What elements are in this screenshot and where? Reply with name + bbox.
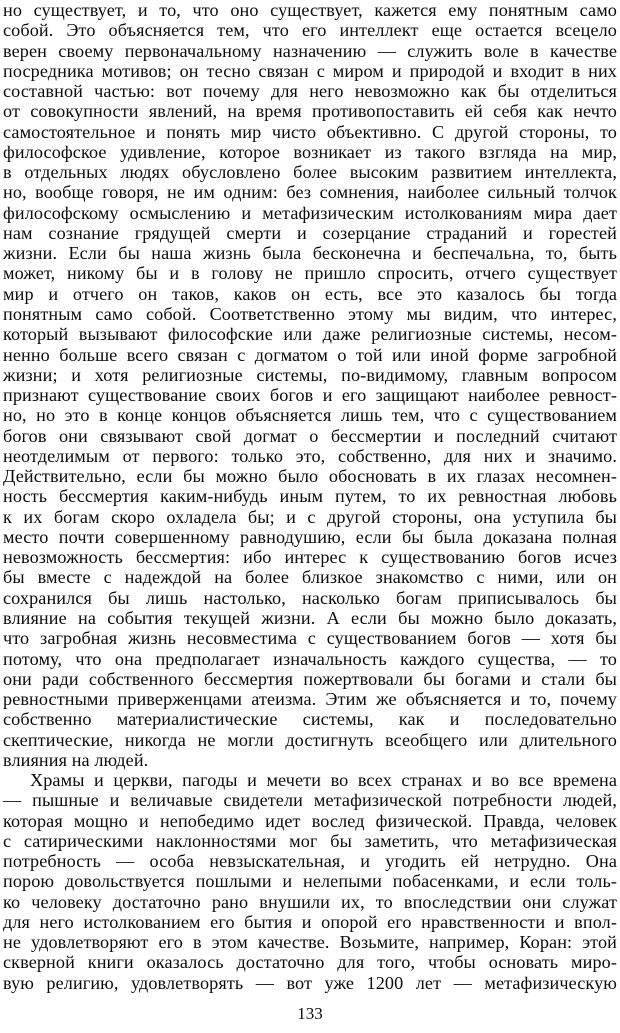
text-line: невозможность бессмертия: ибо интерес к существованию богов исчез — [3, 547, 617, 568]
body-text — [3, 0, 617, 993]
text-line: они ради собственного бессмертия пожертвовали бы богами и стали бы — [3, 668, 617, 689]
text-line: нам сознание грядущей смерти и созерцание страданий и горестей — [3, 222, 617, 243]
text-line: ко человеку достаточно рано внушили их, то впоследствии они служат — [3, 891, 617, 912]
text-line: с сатирическими наклонностями мог бы заметить, что метафизическая — [3, 830, 617, 851]
text-line: Действительно, если бы можно было обосновать в их глазах несомнен- — [3, 466, 617, 487]
text-line: собой. Это объясняется тем, что его интеллект еще остается всецело — [3, 20, 617, 41]
text-line: богов они связывают свой догмат о бессмертии и последний считают — [3, 425, 617, 446]
text-line: в отдельных людях обусловлено более высоким развитием интеллекта, — [3, 162, 617, 183]
text-line: вую религию, удовлетворять — вот уже 1200 лет — метафизическую — [3, 972, 617, 993]
text-line: для него истолкованием его бытия и опорой его нравственности и впол- — [3, 911, 617, 932]
text-line: скептические, никогда не могли достигнуть всеобщего или длительного — [3, 729, 617, 750]
text-line: что загробная жизнь несовместима с существованием богов — хотя бы — [3, 628, 617, 649]
text-line: ность бессмертия каким-нибудь иным путем, то их ревностная любовь — [3, 486, 617, 507]
text-line: понятным само собой. Соответственно этому мы видим, что интерес, — [3, 303, 617, 324]
text-line: потому, что она предполагает изначальность каждого существа, — то — [3, 648, 617, 669]
text-line: к их богам скоро охладела бы; и с другой стороны, она уступила бы — [3, 506, 617, 527]
text-line: философскому осмыслению и метафизическим истолкованиям мира дает — [3, 202, 617, 223]
text-line: жизни; и хотя религиозные системы, по-видимому, главным вопросом — [3, 364, 617, 385]
text-line: самостоятельное и понять мир чисто объективно. С другой стороны, то — [3, 121, 617, 142]
text-line: от совокупности явлений, на время противопоставить ей себя как нечто — [3, 101, 617, 122]
text-line: может, никому бы и в голову не пришло спросить, отчего существует — [3, 263, 617, 284]
text-line: посредника мотивов; он тесно связан с миром и природой и входит в них — [3, 60, 617, 81]
text-line: философское удивление, которое возникает из такого взгляда на мир, — [3, 141, 617, 162]
text-line: сохранился бы лишь настолько, насколько богам приписывалось бы — [3, 587, 617, 608]
text-line: но существует, и то, что оно существует, кажется ему понятным само — [3, 0, 617, 20]
text-line: не удовлетворяют его в этом качестве. Возьмите, например, Коран: этой — [3, 932, 617, 953]
text-line: порою довольствуется пошлыми и нелепыми побасенками, и если толь- — [3, 871, 617, 892]
text-line: ревностными приверженцами атеизма. Этим же объясняется и то, почему — [3, 689, 617, 710]
text-line: но, вообще говоря, не им одним: без сомнения, наиболее сильный толчок — [3, 182, 617, 203]
text-line: признают существование своих богов и его защищают наиболее ревност- — [3, 385, 617, 406]
text-line: место почти совершенному равнодушию, если бы была доказана полная — [3, 526, 617, 547]
text-line: которая мощно и непобедимо идет вослед физической. Правда, человек — [3, 810, 617, 831]
text-line: влияния на людей. — [3, 749, 149, 770]
text-line: верен своему первоначальному назначению — служить воле в качестве — [3, 40, 617, 61]
text-line: составной частью: вот почему для него невозможно как бы отделиться — [3, 81, 617, 102]
text-line: жизни. Если бы наша жизнь была бесконечна и беспечальна, то, быть — [3, 243, 617, 264]
text-line: влияние на события текущей жизни. А если бы можно было доказать, — [3, 607, 617, 628]
text-line: неотделимым от первого: только это, собственно, для них и значимо. — [3, 445, 617, 466]
text-line: но, но это в конце концов объясняется лишь тем, что с существованием — [3, 405, 617, 426]
text-line: потребность — особа невзыскательная, и угодить ей нетрудно. Она — [3, 851, 617, 872]
text-line: собственно материалистические системы, как и последовательно — [3, 709, 617, 730]
text-line: скверной книги оказалось достаточно для того, чтобы основать миро- — [3, 952, 617, 973]
paragraph — [3, 770, 617, 993]
text-line: бы вместе с надеждой на более близкое знакомство с ними, или он — [3, 567, 617, 588]
paragraph — [3, 0, 617, 770]
text-line: мир и отчего он таков, каков он есть, все это казалось бы тогда — [3, 283, 617, 304]
text-line: ненно больше всего связан с догматом о той или иной форме загробной — [3, 344, 617, 365]
text-line: — пышные и величавые свидетели метафизической потребности людей, — [3, 790, 617, 811]
text-line: который вызывают философские или даже религиозные системы, несом- — [3, 324, 617, 345]
text-line: Храмы и церкви, пагоды и мечети во всех странах и во все времена — [30, 770, 617, 791]
page-number: 133 — [297, 1004, 323, 1023]
